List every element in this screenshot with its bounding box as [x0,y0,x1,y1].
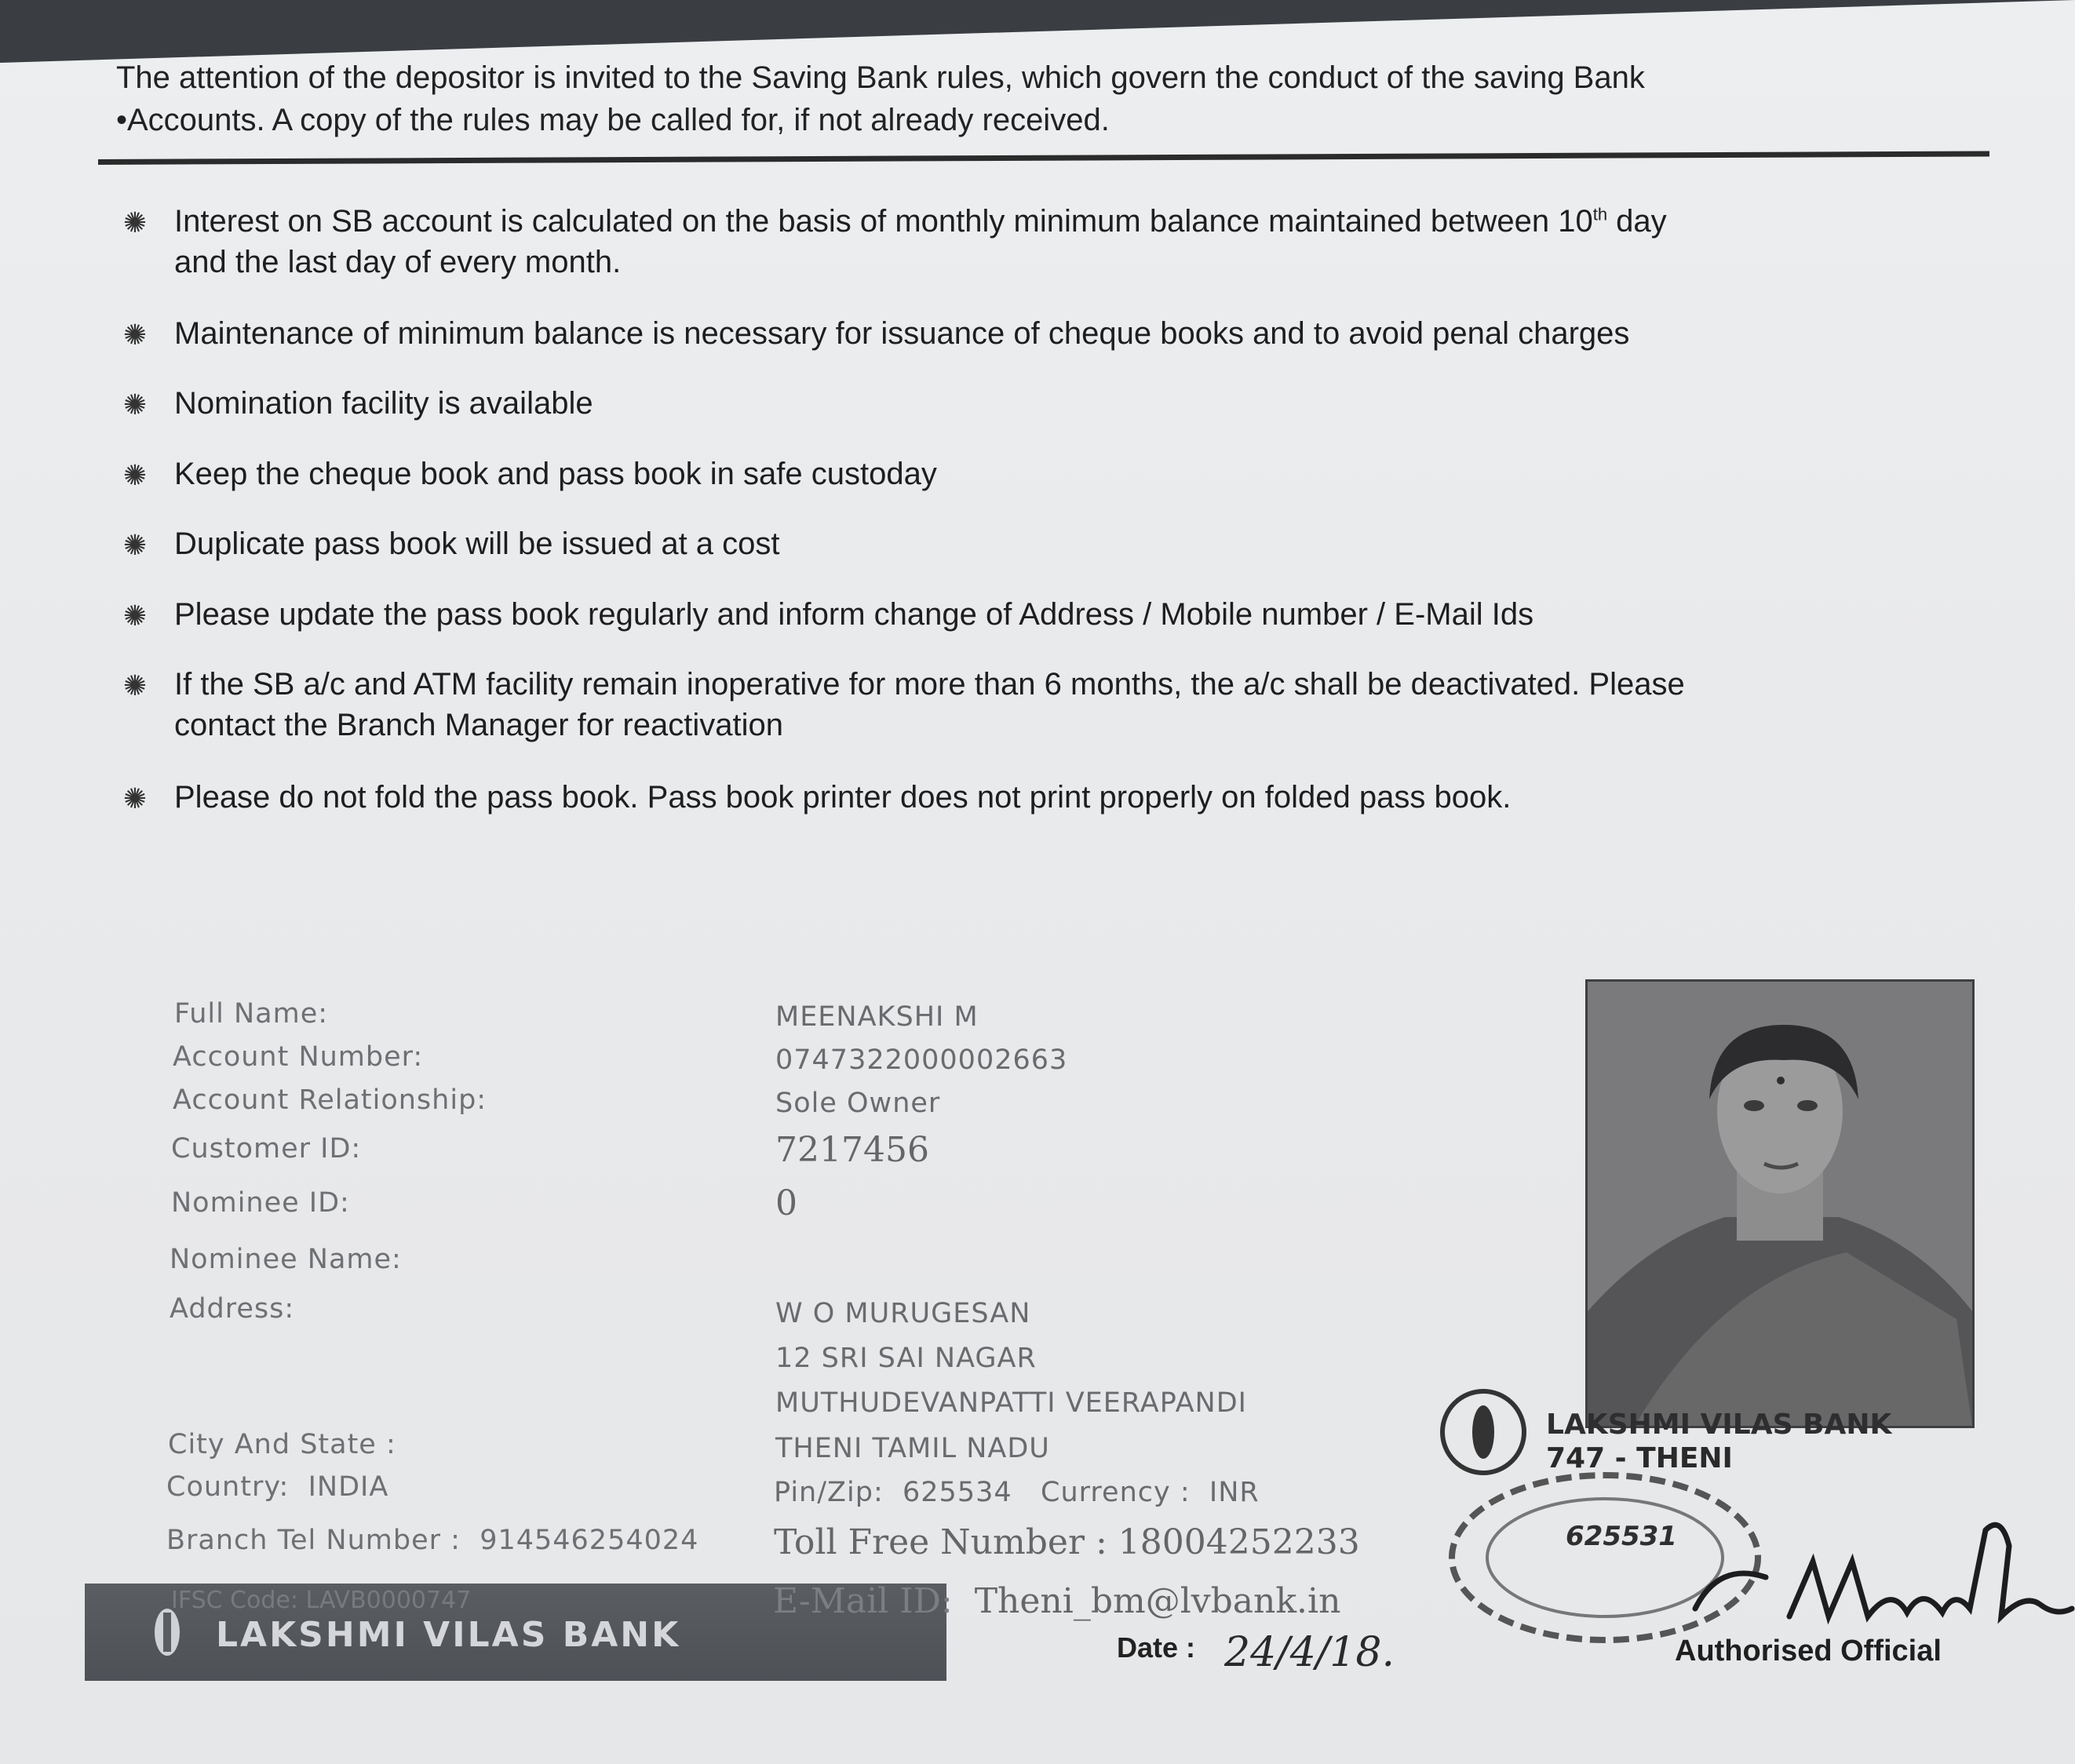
date-value: 24/4/18. [1224,1629,1395,1676]
toll-free-line [774,1522,1360,1562]
value-full-name: MEENAKSHI M [775,1001,979,1033]
value-currency: INR [1209,1477,1260,1508]
pin-currency-line [774,1477,1260,1508]
label-relationship: Account Relationship: [173,1084,487,1116]
label-country: Country: INDIA [166,1471,389,1503]
rule-item: ✺ Interest on SB account is calculated on the basis of monthly minimum balance maintained between 10th day and the last day of every month. [118,201,2003,282]
notice-line-1: The attention of the depositor is invited to the Saving Bank rules, which govern the conduct of the saving Bank [116,60,1645,95]
bullet-icon: ✺ [122,319,148,351]
bullet-icon: ✺ [122,206,148,239]
value-country: INDIA [308,1471,389,1503]
depositor-notice [116,56,1921,141]
bullet-icon: ✺ [122,600,148,632]
email-line [773,1581,1340,1621]
bullet-icon: ✺ [122,529,148,561]
label-city-state: City And State : [168,1429,396,1460]
label-branch-tel: Branch Tel Number : 914546254024 [166,1525,699,1556]
value-pin: 625534 [903,1477,1012,1508]
background-edge [0,0,2075,63]
bank-logo-icon [148,1605,187,1660]
rule-item: ✺ Nomination facility is available [118,383,2003,424]
signature-mark [1672,1514,2075,1640]
label-pin: Pin/Zip: [774,1477,884,1508]
value-address-line-3: MUTHUDEVANPATTI VEERAPANDI [775,1387,1247,1419]
value-address-line-1: W O MURUGESAN [775,1298,1031,1329]
bullet-icon: ✺ [122,459,148,491]
rule-item: ✺ Please do not fold the pass book. Pass book printer does not print properly on folded pass book. [118,777,2003,818]
label-toll-free: Toll Free Number : [774,1522,1107,1562]
label-nominee-id: Nominee ID: [171,1187,350,1219]
bullet-icon: ✺ [122,388,148,421]
customer-photo [1585,979,1975,1428]
stamp-branch: 747 - THENI [1546,1442,1733,1474]
rule-item: ✺ Maintenance of minimum balance is necessary for issuance of cheque books and to avoid penal charges [118,313,2003,354]
stamp-pin: 625531 [1566,1521,1677,1552]
rule-item: ✺ Keep the cheque book and pass book in safe custoday [118,454,2003,494]
value-email: Theni_bm@lvbank.in [974,1581,1341,1621]
label-email: E-Mail ID: [773,1581,953,1621]
rule-item: ✺ Duplicate pass book will be issued at a cost [118,523,2003,564]
label-customer-id: Customer ID: [171,1133,362,1164]
date-label: Date : [1117,1631,1196,1664]
ifsc-code: IFSC Code: LAVB0000747 [171,1587,472,1614]
value-relationship: Sole Owner [775,1088,941,1119]
divider-line [98,151,1989,165]
value-account-number: 0747322000002663 [775,1044,1068,1076]
value-city-state: THENI TAMIL NADU [775,1433,1050,1464]
bullet-icon: ✺ [122,782,148,815]
rule-item: ✺ If the SB a/c and ATM facility remain inoperative for more than 6 months, the a/c shall be deactivated. Please contact the Branch Manager for reactivation [118,664,2003,745]
value-branch-tel: 914546254024 [480,1525,699,1556]
label-nominee-name: Nominee Name: [170,1244,402,1275]
authorised-official-label: Authorised Official [1675,1635,1942,1667]
bullet-icon: ✺ [122,669,148,702]
stamp-bank-name: LAKSHMI VILAS BANK [1546,1409,1892,1441]
rule-item: ✺ Please update the pass book regularly and inform change of Address / Mobile number / E-Mail Ids [118,594,2003,635]
label-currency: Currency : [1041,1477,1191,1508]
notice-line-2: •Accounts. A copy of the rules may be called for, if not already received. [116,103,1110,137]
label-address: Address: [170,1293,295,1325]
label-account-number: Account Number: [173,1041,424,1073]
value-customer-id: 7217456 [775,1130,929,1170]
value-toll-free: 18004252233 [1118,1522,1360,1562]
value-nominee-id: 0 [775,1183,797,1223]
bank-name: LAKSHMI VILAS BANK [216,1615,681,1655]
label-full-name: Full Name: [174,998,329,1030]
value-address-line-2: 12 SRI SAI NAGAR [775,1343,1037,1374]
